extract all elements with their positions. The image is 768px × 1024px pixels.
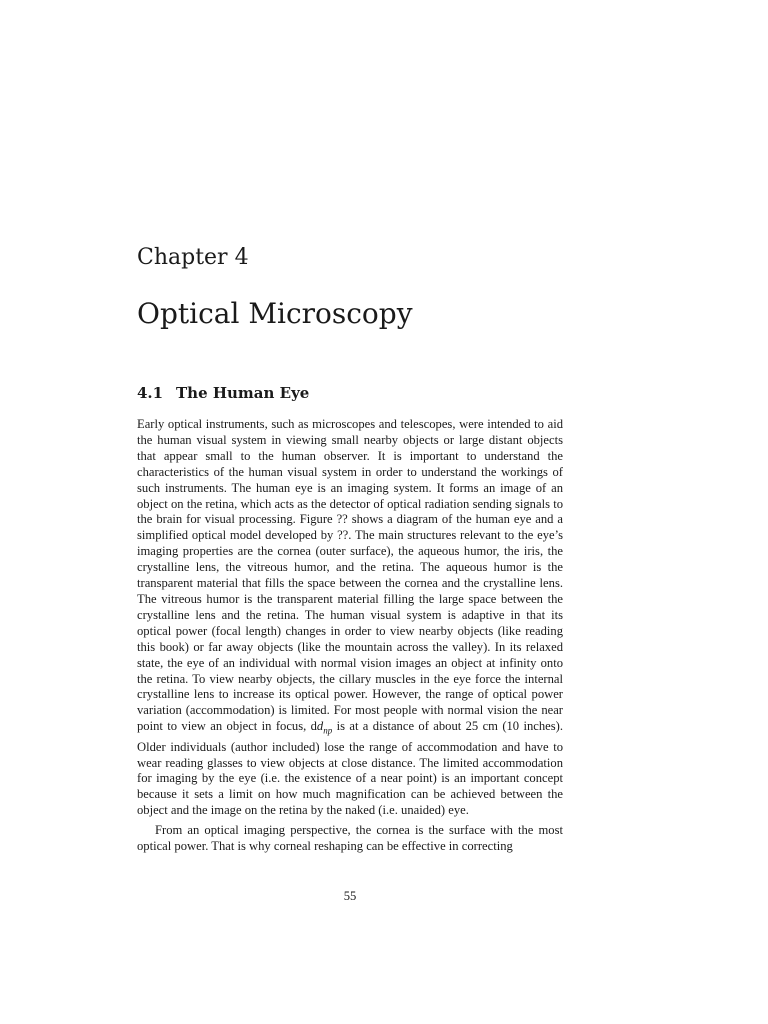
paragraph-1 xyxy=(137,417,563,819)
section-heading xyxy=(137,383,309,403)
paragraph-1-start: Early optical instruments, such as microscopes and telescopes, were intended to aid the human visual system in viewing small nearby objects or large distant objects that appear small to the human observer. It is important to understand the characteristics of the human visual system in order to understand the workings of such instruments. The human eye is an imaging system. It forms an image of an object on the retina, which acts as the detector of optical radiation sending signals to the brain for visual processing. Figure ?? shows a diagram of the human eye and a simplified optical model developed by ??. The main structures relevant to the eye’s imaging properties are the cornea (outer surface), the aqueous humor, the iris, the crystalline lens, the vitreous humor, and the retina. The aqueous humor is the transparent material that fills the space between the cornea and the crystalline lens. The vitreous humor is the transparent material filling the large space between the crystalline lens and the retina. The human visual system is adaptive in that its optical power (focal length) changes in order to view nearby objects (like reading this book) or far away objects (like the mountain across the valley). In its relaxed state, the eye of an individual with normal vision images an object at infinity onto the retina. To view nearby objects, the cillary muscles in the eye force the internal crystalline lens to increase its optical power. However, the range of optical power variation (accommodation) is limited. For most people with normal vision the near point to view an object in focus, d xyxy=(137,417,563,734)
paragraph-1-end: is at a distance of about 25 cm (10 inches). Older individuals (author included) lose the range of accommodation and have to wear reading glasses to view objects at close distance. The limited accommodation for imaging by the eye (i.e. the existence of a near point) is an important concept because it sets a limit on how much magnification can be achieved between the object and the image on the retina by the naked (i.e. unaided) eye. xyxy=(137,719,563,818)
near-point-symbol xyxy=(316,719,333,736)
paragraph-2: From an optical imaging perspective, the cornea is the surface with the most optical power. That is why corneal reshaping can be effective in correcting xyxy=(137,823,563,854)
chapter-title: Optical Microscopy xyxy=(137,297,413,330)
section-number: 4.1 xyxy=(137,384,164,402)
page-number: 55 xyxy=(343,889,357,903)
near-point-symbol-base: d xyxy=(316,719,324,734)
section-title: The Human Eye xyxy=(176,384,310,402)
chapter-label: Chapter 4 xyxy=(137,245,249,270)
near-point-symbol-sub: np xyxy=(323,725,333,736)
body-text xyxy=(137,417,563,855)
